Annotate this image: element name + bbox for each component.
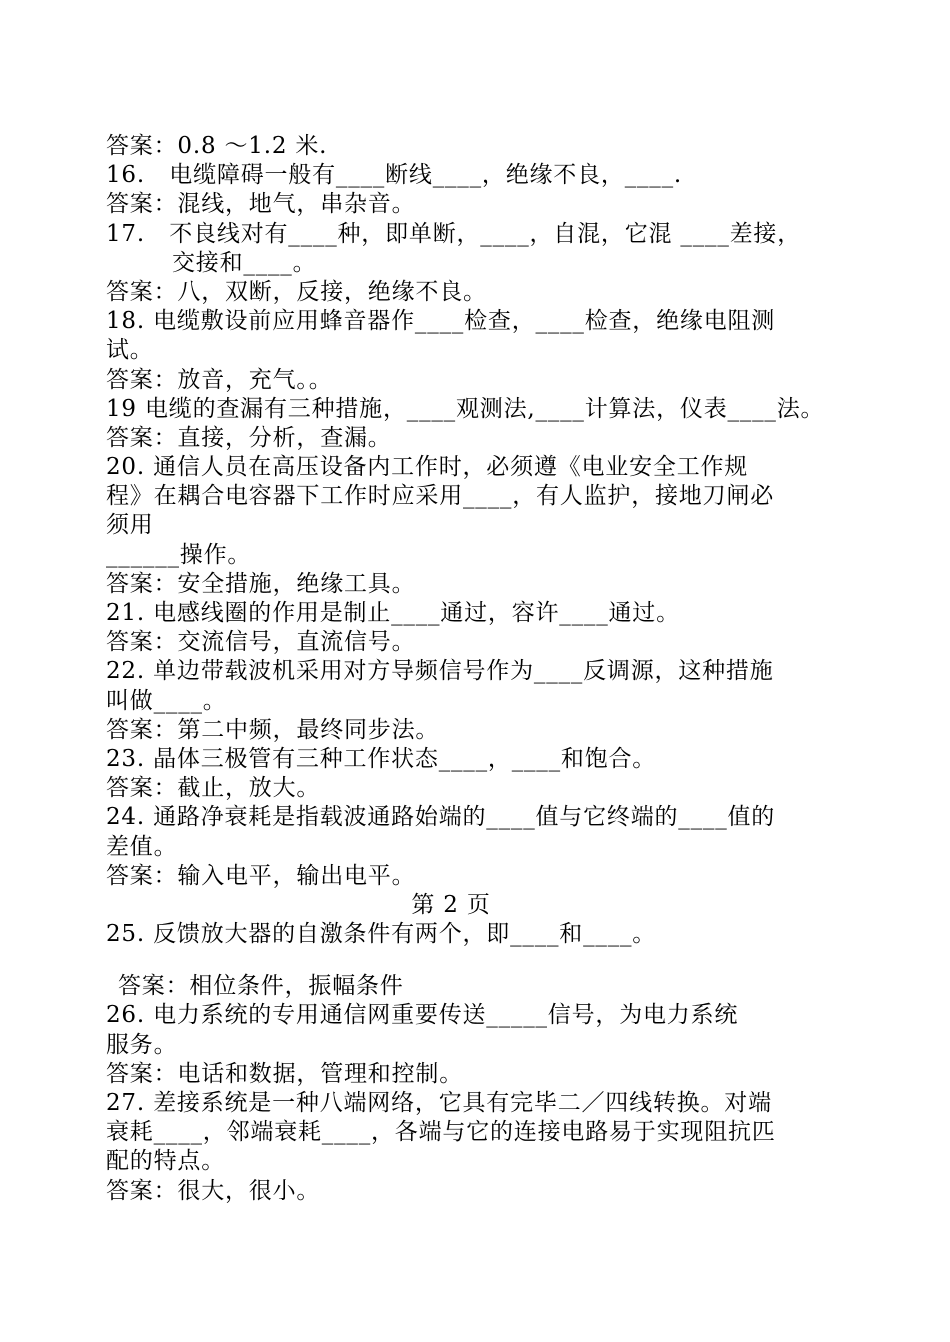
question-22-continued: 叫做____。 bbox=[106, 687, 227, 714]
question-19: 19 电缆的查漏有三种措施，____观测法,____计算法，仪表____法。 bbox=[106, 395, 825, 422]
question-17-continued: 交接和____。 bbox=[172, 249, 317, 276]
answer-line: 答案：混线，地气，串杂音。 bbox=[106, 191, 416, 218]
question-21: 21. 电感线圈的作用是制止____通过，容许____通过。 bbox=[106, 600, 680, 626]
question-17: 17. 不良线对有____种，即单断，____，自混，它混 ____差接， bbox=[106, 220, 802, 247]
answer-line: 答案：安全措施，绝缘工具。 bbox=[106, 570, 416, 597]
answer-line: 答案：第二中频，最终同步法。 bbox=[106, 716, 440, 743]
answer-line: 答案：截止，放大。 bbox=[106, 775, 321, 802]
page-number: 第 2 页 bbox=[411, 891, 491, 918]
answer-line: 答案：放音，充气。。 bbox=[106, 366, 333, 393]
question-27-continued: 配的特点。 bbox=[106, 1148, 225, 1175]
question-20-continued: 须用 bbox=[106, 512, 154, 539]
question-16: 16. 电缆障碍一般有____断线____，绝缘不良，____. bbox=[106, 162, 683, 189]
question-27: 27. 差接系统是一种八端网络，它具有完毕二／四线转换。对端 bbox=[106, 1090, 772, 1116]
question-18-continued: 试。 bbox=[106, 337, 154, 364]
question-20-continued: ______操作。 bbox=[106, 541, 252, 568]
question-26: 26. 电力系统的专用通信网重要传送_____信号，为电力系统 bbox=[106, 1002, 739, 1029]
blank-gap bbox=[106, 949, 866, 972]
question-22: 22. 单边带载波机采用对方导频信号作为____反调源，这种措施 bbox=[106, 658, 774, 685]
answer-line: 答案：直接，分析，查漏。 bbox=[106, 424, 392, 451]
question-26-continued: 服务。 bbox=[106, 1031, 178, 1058]
answer-line: 答案：交流信号，直流信号。 bbox=[106, 629, 416, 656]
answer-line: 答案：电话和数据，管理和控制。 bbox=[106, 1060, 463, 1087]
answer-line: 答案：输入电平，输出电平。 bbox=[106, 862, 416, 889]
question-18: 18. 电缆敷设前应用蜂音器作____检查，____检查，绝缘电阻测 bbox=[106, 308, 776, 335]
answer-line: 答案：相位条件，振幅条件 bbox=[118, 973, 404, 1000]
question-23: 23. 晶体三极管有三种工作状态____，____和饱合。 bbox=[106, 745, 657, 772]
question-24-continued: 差值。 bbox=[106, 833, 178, 860]
question-25: 25. 反馈放大器的自激条件有两个，即____和____。 bbox=[106, 921, 657, 948]
answer-line: 答案：很大，很小。 bbox=[106, 1177, 321, 1204]
question-27-continued: 衰耗____，邻端衰耗____，各端与它的连接电路易于实现阻抗匹 bbox=[106, 1119, 776, 1146]
question-20-continued: 程》在耦合电容器下工作时应采用____，有人监护，接地刀闸必 bbox=[106, 483, 774, 510]
question-24: 24. 通路净衰耗是指载波通路始端的____值与它终端的____值的 bbox=[106, 804, 776, 831]
question-20: 20. 通信人员在高压设备内工作时，必须遵《电业安全工作规 bbox=[106, 454, 749, 481]
document-body bbox=[106, 132, 866, 1206]
answer-line: 答案：0.8 ～1.2 米. bbox=[106, 133, 328, 159]
answer-line: 答案：八，双断，反接，绝缘不良。 bbox=[106, 278, 487, 305]
